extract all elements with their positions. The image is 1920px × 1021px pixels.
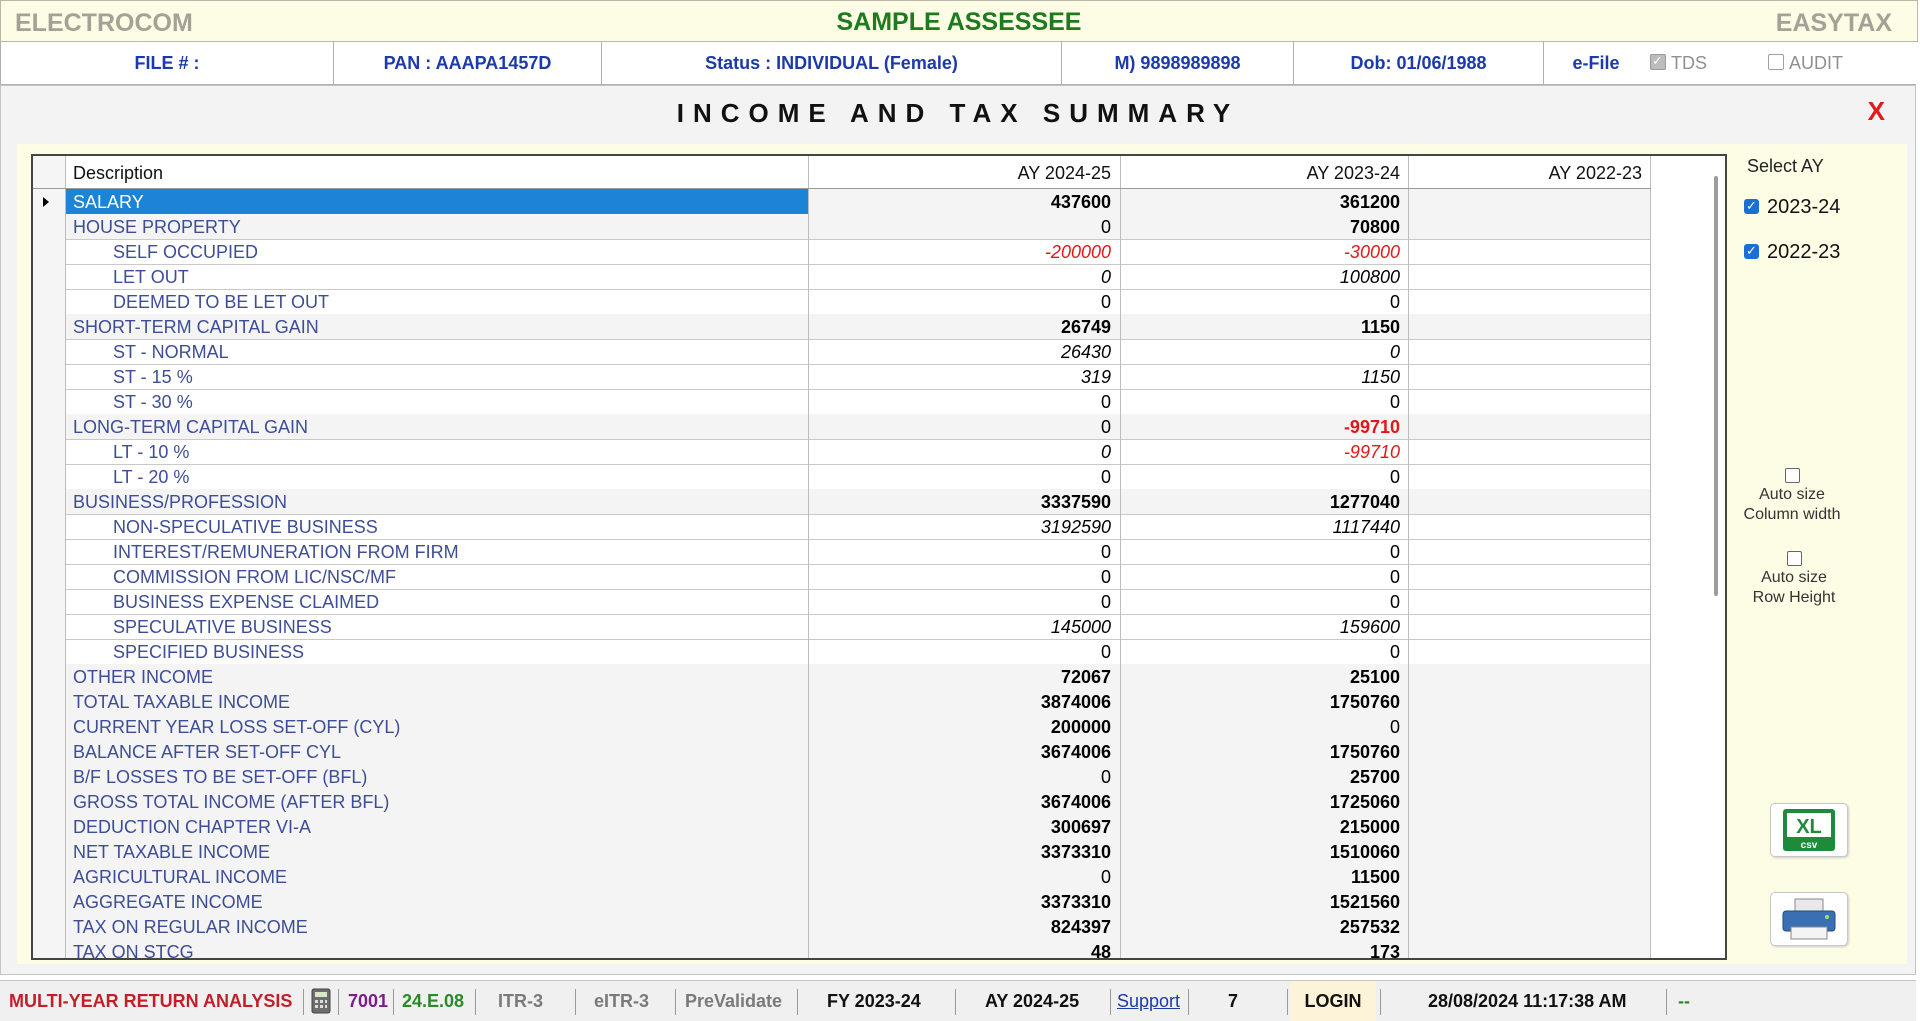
value-ay-2022-23[interactable]: [1409, 564, 1651, 589]
value-ay-2022-23[interactable]: [1409, 639, 1651, 664]
ay-2023-24-checkbox[interactable]: [1744, 199, 1759, 214]
value-ay-2024-25[interactable]: 0: [809, 539, 1121, 564]
row-selector[interactable]: [33, 714, 66, 739]
table-row[interactable]: [33, 889, 1651, 915]
value-ay-2023-24[interactable]: 361200: [1121, 189, 1409, 214]
separator: [1188, 989, 1189, 1015]
row-selector[interactable]: [33, 839, 66, 864]
row-description[interactable]: INTEREST/REMUNERATION FROM FIRM: [66, 539, 809, 564]
table-row[interactable]: [33, 839, 1651, 865]
value-ay-2024-25[interactable]: 3373310: [809, 839, 1121, 864]
row-description[interactable]: DEDUCTION CHAPTER VI-A: [66, 814, 809, 839]
value-ay-2023-24[interactable]: 100800: [1121, 264, 1409, 289]
tds-check-box[interactable]: [1650, 54, 1666, 70]
count-indicator: 7: [1228, 991, 1239, 1011]
value-ay-2023-24[interactable]: 0: [1121, 564, 1409, 589]
row-selector[interactable]: [33, 339, 66, 364]
row-description[interactable]: SHORT-TERM CAPITAL GAIN: [66, 314, 809, 339]
value-ay-2022-23[interactable]: [1409, 939, 1651, 960]
value-ay-2023-24[interactable]: 215000: [1121, 814, 1409, 839]
status-bar: [0, 980, 1916, 1021]
row-description[interactable]: LET OUT: [66, 264, 809, 289]
value-ay-2024-25[interactable]: 26430: [809, 339, 1121, 364]
value-ay-2023-24[interactable]: 1510060: [1121, 839, 1409, 864]
row-description[interactable]: SPECIFIED BUSINESS: [66, 639, 809, 664]
efile-label: e-File: [1572, 53, 1620, 73]
date-of-birth: Dob: 01/06/1988: [1294, 42, 1544, 84]
auto-size-column-width-option[interactable]: [1737, 468, 1847, 525]
row-description[interactable]: NET TAXABLE INCOME: [66, 839, 809, 864]
separator: [575, 989, 576, 1015]
value-ay-2022-23[interactable]: [1409, 589, 1651, 614]
row-selector[interactable]: [33, 189, 66, 214]
value-ay-2023-24[interactable]: 1750760: [1121, 689, 1409, 714]
value-ay-2024-25[interactable]: 824397: [809, 914, 1121, 939]
grid-header-row: [33, 156, 1651, 189]
row-selector[interactable]: [33, 689, 66, 714]
row-selector[interactable]: [33, 489, 66, 514]
value-ay-2023-24[interactable]: 70800: [1121, 214, 1409, 239]
financial-year: FY 2023-24: [827, 991, 921, 1011]
value-ay-2024-25[interactable]: 0: [809, 439, 1121, 464]
value-ay-2024-25[interactable]: 3674006: [809, 739, 1121, 764]
value-ay-2024-25[interactable]: 3373310: [809, 889, 1121, 914]
auto-row-label-2: Row Height: [1752, 589, 1836, 606]
value-ay-2023-24[interactable]: 159600: [1121, 614, 1409, 639]
table-row[interactable]: [33, 614, 1651, 640]
value-ay-2023-24[interactable]: 0: [1121, 539, 1409, 564]
separator: [1380, 989, 1381, 1015]
table-row[interactable]: [33, 414, 1651, 440]
value-ay-2024-25[interactable]: 0: [809, 464, 1121, 489]
row-description[interactable]: DEEMED TO BE LET OUT: [66, 289, 809, 314]
row-description[interactable]: LONG-TERM CAPITAL GAIN: [66, 414, 809, 439]
table-row[interactable]: [33, 564, 1651, 590]
row-description[interactable]: CURRENT YEAR LOSS SET-OFF (CYL): [66, 714, 809, 739]
value-ay-2022-23[interactable]: [1409, 689, 1651, 714]
separator: [303, 989, 304, 1015]
mobile-number: M) 9898989898: [1062, 42, 1294, 84]
table-row[interactable]: [33, 739, 1651, 765]
table-row[interactable]: [33, 339, 1651, 365]
row-selector[interactable]: [33, 439, 66, 464]
value-ay-2022-23[interactable]: [1409, 664, 1651, 689]
table-row[interactable]: [33, 764, 1651, 790]
row-selector[interactable]: [33, 389, 66, 414]
export-excel-csv-button[interactable]: [1770, 803, 1848, 857]
tds-checkbox[interactable]: [1650, 42, 1707, 84]
row-selector[interactable]: [33, 539, 66, 564]
table-row[interactable]: [33, 589, 1651, 615]
title-bar: [0, 0, 1918, 42]
row-description[interactable]: B/F LOSSES TO BE SET-OFF (BFL): [66, 764, 809, 789]
row-description[interactable]: AGGREGATE INCOME: [66, 889, 809, 914]
select-ay-label: Select AY: [1747, 156, 1824, 176]
excel-csv-icon: [1771, 804, 1847, 856]
row-description[interactable]: ST - NORMAL: [66, 339, 809, 364]
value-ay-2023-24[interactable]: 25700: [1121, 764, 1409, 789]
value-ay-2023-24[interactable]: -30000: [1121, 239, 1409, 264]
value-ay-2022-23[interactable]: [1409, 189, 1651, 214]
value-ay-2024-25[interactable]: 0: [809, 389, 1121, 414]
assessee-info-row: [0, 42, 1916, 85]
auto-col-label-2: Column width: [1743, 506, 1841, 523]
ay-option-label: 2022-23: [1767, 241, 1841, 263]
auto-size-column-checkbox[interactable]: [1785, 468, 1800, 483]
value-ay-2023-24[interactable]: 0: [1121, 714, 1409, 739]
csv-badge: csv: [1800, 840, 1818, 851]
assessee-status: Status : INDIVIDUAL (Female): [602, 42, 1062, 84]
value-ay-2023-24[interactable]: 1750760: [1121, 739, 1409, 764]
table-row[interactable]: [33, 914, 1651, 940]
vertical-scrollbar[interactable]: [1714, 176, 1718, 596]
table-row[interactable]: [33, 864, 1651, 890]
value-ay-2023-24[interactable]: 25100: [1121, 664, 1409, 689]
close-button[interactable]: X: [1867, 96, 1885, 126]
row-selector[interactable]: [33, 464, 66, 489]
row-description[interactable]: AGRICULTURAL INCOME: [66, 864, 809, 889]
table-row[interactable]: [33, 689, 1651, 715]
row-description[interactable]: TAX ON REGULAR INCOME: [66, 914, 809, 939]
row-selector[interactable]: [33, 814, 66, 839]
row-description[interactable]: TAX ON STCG: [66, 939, 809, 960]
row-selector-header: [33, 156, 66, 188]
value-ay-2022-23[interactable]: [1409, 739, 1651, 764]
row-selector[interactable]: [33, 564, 66, 589]
print-button[interactable]: [1770, 892, 1848, 946]
value-ay-2022-23[interactable]: [1409, 764, 1651, 789]
separator: [955, 989, 956, 1015]
calculator-button[interactable]: [311, 981, 331, 1021]
value-ay-2022-23[interactable]: [1409, 814, 1651, 839]
value-ay-2022-23[interactable]: [1409, 864, 1651, 889]
value-ay-2024-25[interactable]: 72067: [809, 664, 1121, 689]
separator: [797, 989, 798, 1015]
module-name: MULTI-YEAR RETURN ANALYSIS: [9, 991, 293, 1011]
table-row[interactable]: [33, 464, 1651, 490]
separator: [475, 989, 476, 1015]
value-ay-2024-25[interactable]: 3874006: [809, 689, 1121, 714]
row-selector[interactable]: [33, 639, 66, 664]
value-ay-2023-24[interactable]: 1725060: [1121, 789, 1409, 814]
login-button[interactable]: LOGIN: [1290, 981, 1376, 1021]
value-ay-2023-24[interactable]: 173: [1121, 939, 1409, 960]
auto-size-row-checkbox[interactable]: [1787, 551, 1802, 566]
value-ay-2024-25[interactable]: 0: [809, 264, 1121, 289]
file-number: FILE # :: [0, 42, 334, 84]
table-row[interactable]: [33, 289, 1651, 315]
value-ay-2024-25[interactable]: 0: [809, 414, 1121, 439]
row-selector[interactable]: [33, 264, 66, 289]
value-ay-2022-23[interactable]: [1409, 314, 1651, 339]
column-header-ay-2022-23[interactable]: AY 2022-23: [1409, 156, 1651, 188]
value-ay-2023-24[interactable]: -99710: [1121, 414, 1409, 439]
ay-option-2023-24[interactable]: [1744, 196, 1840, 219]
assessee-name: SAMPLE ASSESSEE: [836, 8, 1082, 36]
value-ay-2024-25[interactable]: 0: [809, 214, 1121, 239]
separator: [338, 989, 339, 1015]
table-row[interactable]: [33, 514, 1651, 540]
value-ay-2024-25[interactable]: 0: [809, 289, 1121, 314]
row-selector[interactable]: [33, 239, 66, 264]
ay-2022-23-checkbox[interactable]: [1744, 244, 1759, 259]
row-selector[interactable]: [33, 314, 66, 339]
panel-title: INCOME AND TAX SUMMARY: [676, 98, 1240, 128]
row-description[interactable]: SELF OCCUPIED: [66, 239, 809, 264]
separator: [1110, 989, 1111, 1015]
row-selector[interactable]: [33, 664, 66, 689]
row-description[interactable]: BALANCE AFTER SET-OFF CYL: [66, 739, 809, 764]
value-ay-2022-23[interactable]: [1409, 439, 1651, 464]
table-row[interactable]: [33, 264, 1651, 290]
value-ay-2024-25[interactable]: 0: [809, 564, 1121, 589]
ay-option-2022-23[interactable]: [1744, 241, 1840, 264]
row-description[interactable]: GROSS TOTAL INCOME (AFTER BFL): [66, 789, 809, 814]
value-ay-2024-25[interactable]: 3192590: [809, 514, 1121, 539]
svg-text:XL: XL: [1796, 816, 1822, 838]
tds-label: TDS: [1671, 53, 1707, 73]
column-header-description[interactable]: Description: [66, 156, 809, 188]
value-ay-2022-23[interactable]: [1409, 239, 1651, 264]
value-ay-2023-24[interactable]: 1150: [1121, 364, 1409, 389]
row-selector[interactable]: [33, 289, 66, 314]
row-description[interactable]: SPECULATIVE BUSINESS: [66, 614, 809, 639]
value-ay-2022-23[interactable]: [1409, 839, 1651, 864]
brand-electrocom: ELECTROCOM: [15, 9, 193, 37]
row-description[interactable]: ST - 15 %: [66, 364, 809, 389]
value-ay-2022-23[interactable]: [1409, 364, 1651, 389]
value-ay-2022-23[interactable]: [1409, 489, 1651, 514]
value-ay-2024-25[interactable]: 3337590: [809, 489, 1121, 514]
table-row[interactable]: [33, 189, 1651, 215]
income-tax-summary-grid[interactable]: [31, 154, 1727, 960]
row-selector[interactable]: [33, 864, 66, 889]
value-ay-2024-25[interactable]: 26749: [809, 314, 1121, 339]
row-selector[interactable]: [33, 214, 66, 239]
brand-easytax: EASYTAX: [1775, 9, 1892, 37]
audit-checkbox[interactable]: [1768, 42, 1843, 84]
table-row[interactable]: [33, 314, 1651, 340]
value-ay-2024-25[interactable]: 48: [809, 939, 1121, 960]
value-ay-2022-23[interactable]: [1409, 714, 1651, 739]
audit-label: AUDIT: [1789, 53, 1843, 73]
value-ay-2024-25[interactable]: 0: [809, 639, 1121, 664]
table-row[interactable]: [33, 814, 1651, 840]
row-selector[interactable]: [33, 739, 66, 764]
date-time: 28/08/2024 11:17:38 AM: [1428, 991, 1627, 1011]
value-ay-2024-25[interactable]: 145000: [809, 614, 1121, 639]
row-description[interactable]: TOTAL TAXABLE INCOME: [66, 689, 809, 714]
value-ay-2023-24[interactable]: 0: [1121, 339, 1409, 364]
row-selector[interactable]: [33, 764, 66, 789]
value-ay-2023-24[interactable]: 1150: [1121, 314, 1409, 339]
value-ay-2023-24[interactable]: 1117440: [1121, 514, 1409, 539]
row-selector[interactable]: [33, 914, 66, 939]
support-link[interactable]: Support: [1117, 991, 1181, 1011]
row-description[interactable]: HOUSE PROPERTY: [66, 214, 809, 239]
value-ay-2024-25[interactable]: 0: [809, 764, 1121, 789]
value-ay-2023-24[interactable]: 0: [1121, 464, 1409, 489]
row-selector[interactable]: [33, 889, 66, 914]
row-description[interactable]: BUSINESS EXPENSE CLAIMED: [66, 589, 809, 614]
value-ay-2024-25[interactable]: 3674006: [809, 789, 1121, 814]
separator: [675, 989, 676, 1015]
value-ay-2024-25[interactable]: 0: [809, 589, 1121, 614]
table-row[interactable]: [33, 539, 1651, 565]
value-ay-2024-25[interactable]: 300697: [809, 814, 1121, 839]
value-ay-2022-23[interactable]: [1409, 889, 1651, 914]
row-description[interactable]: LT - 20 %: [66, 464, 809, 489]
value-ay-2022-23[interactable]: [1409, 789, 1651, 814]
ay-option-label: 2023-24: [1767, 196, 1841, 218]
itr-3-button[interactable]: ITR-3: [498, 991, 543, 1011]
value-ay-2022-23[interactable]: [1409, 264, 1651, 289]
row-description[interactable]: OTHER INCOME: [66, 664, 809, 689]
column-header-ay-2023-24[interactable]: AY 2023-24: [1121, 156, 1409, 188]
value-ay-2023-24[interactable]: 0: [1121, 589, 1409, 614]
value-ay-2024-25[interactable]: 319: [809, 364, 1121, 389]
auto-row-label-1: Auto size: [1761, 569, 1827, 586]
table-row[interactable]: [33, 439, 1651, 465]
value-ay-2023-24[interactable]: 0: [1121, 289, 1409, 314]
table-row[interactable]: [33, 489, 1651, 515]
value-ay-2022-23[interactable]: [1409, 914, 1651, 939]
audit-check-box[interactable]: [1768, 54, 1784, 70]
value-ay-2023-24[interactable]: 1521560: [1121, 889, 1409, 914]
prevalidate-button[interactable]: PreValidate: [685, 991, 783, 1011]
printer-icon: [1771, 893, 1847, 945]
separator: [393, 989, 394, 1015]
row-description[interactable]: ST - 30 %: [66, 389, 809, 414]
value-ay-2024-25[interactable]: 0: [809, 864, 1121, 889]
table-row[interactable]: [33, 639, 1651, 665]
row-description[interactable]: NON-SPECULATIVE BUSINESS: [66, 514, 809, 539]
row-selector[interactable]: [33, 789, 66, 814]
value-ay-2022-23[interactable]: [1409, 214, 1651, 239]
value-ay-2022-23[interactable]: [1409, 414, 1651, 439]
value-ay-2023-24[interactable]: 0: [1121, 639, 1409, 664]
row-description[interactable]: COMMISSION FROM LIC/NSC/MF: [66, 564, 809, 589]
value-ay-2023-24[interactable]: 1277040: [1121, 489, 1409, 514]
value-ay-2023-24[interactable]: 11500: [1121, 864, 1409, 889]
value-ay-2024-25[interactable]: 200000: [809, 714, 1121, 739]
value-ay-2022-23[interactable]: [1409, 289, 1651, 314]
table-row[interactable]: [33, 664, 1651, 690]
row-selector[interactable]: [33, 414, 66, 439]
status-indicator: --: [1678, 991, 1690, 1011]
value-ay-2023-24[interactable]: -99710: [1121, 439, 1409, 464]
column-header-ay-2024-25[interactable]: AY 2024-25: [809, 156, 1121, 188]
value-ay-2022-23[interactable]: [1409, 614, 1651, 639]
eitr-3-button[interactable]: eITR-3: [594, 991, 650, 1011]
row-selector[interactable]: [33, 514, 66, 539]
current-row-arrow-icon: [43, 197, 49, 207]
table-row[interactable]: [33, 364, 1651, 390]
value-ay-2022-23[interactable]: [1409, 539, 1651, 564]
value-ay-2023-24[interactable]: 257532: [1121, 914, 1409, 939]
row-description[interactable]: BUSINESS/PROFESSION: [66, 489, 809, 514]
row-selector[interactable]: [33, 589, 66, 614]
table-row[interactable]: [33, 239, 1651, 265]
value-ay-2024-25[interactable]: -200000: [809, 239, 1121, 264]
value-ay-2022-23[interactable]: [1409, 389, 1651, 414]
pan-number: PAN : AAAPA1457D: [334, 42, 602, 84]
row-selector[interactable]: [33, 614, 66, 639]
value-ay-2023-24[interactable]: 0: [1121, 389, 1409, 414]
calculator-icon: [311, 988, 331, 1014]
separator: [1666, 989, 1667, 1015]
auto-size-row-height-option[interactable]: [1739, 551, 1849, 608]
row-selector[interactable]: [33, 939, 66, 960]
row-selector[interactable]: [33, 364, 66, 389]
separator: [1287, 989, 1288, 1015]
value-ay-2022-23[interactable]: [1409, 464, 1651, 489]
table-row[interactable]: [33, 939, 1651, 960]
auto-col-label-1: Auto size: [1759, 486, 1825, 503]
table-row[interactable]: [33, 714, 1651, 740]
value-ay-2022-23[interactable]: [1409, 339, 1651, 364]
table-row[interactable]: [33, 214, 1651, 240]
table-row[interactable]: [33, 389, 1651, 415]
software-version: 24.E.08: [402, 991, 465, 1011]
client-code: 7001: [348, 991, 389, 1011]
value-ay-2024-25[interactable]: 437600: [809, 189, 1121, 214]
value-ay-2022-23[interactable]: [1409, 514, 1651, 539]
assessment-year: AY 2024-25: [985, 991, 1080, 1011]
table-row[interactable]: [33, 789, 1651, 815]
row-description[interactable]: SALARY: [66, 189, 809, 214]
row-description[interactable]: LT - 10 %: [66, 439, 809, 464]
